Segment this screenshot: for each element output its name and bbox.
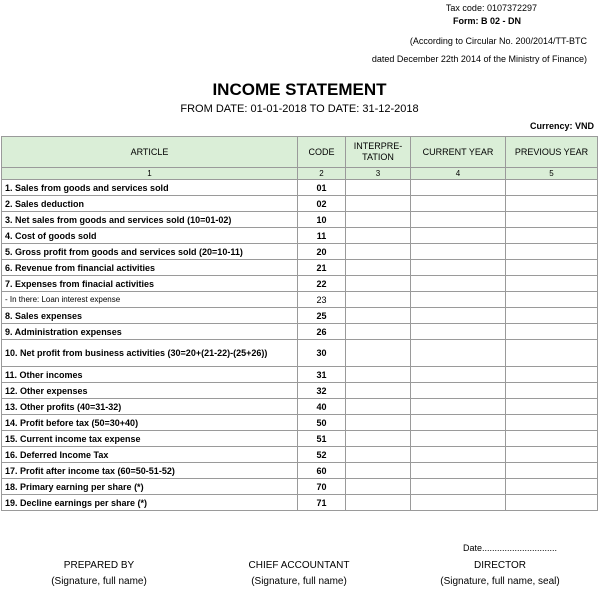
row-article: 17. Profit after income tax (60=50-51-52) — [2, 463, 298, 479]
row-article: 4. Cost of goods sold — [2, 228, 298, 244]
tax-code: Tax code: 0107372297 — [445, 3, 537, 13]
row-article: 14. Profit before tax (50=30+40) — [2, 415, 298, 431]
row-article: 11. Other incomes — [2, 367, 298, 383]
row-current-year-cell[interactable] — [411, 340, 506, 367]
row-previous-year-cell[interactable] — [506, 447, 598, 463]
table-row — [2, 244, 598, 260]
column-index: 2 — [298, 168, 346, 180]
table-row — [2, 228, 598, 244]
row-previous-year-cell[interactable] — [506, 479, 598, 495]
column-index: 3 — [346, 168, 411, 180]
row-code: 50 — [298, 415, 346, 431]
circular-date: dated December 22th 2014 of the Ministry of Finance) — [371, 54, 587, 64]
form-number: Form: B 02 - DN — [452, 16, 521, 26]
table-row — [2, 308, 598, 324]
row-code: 70 — [298, 479, 346, 495]
row-code: 25 — [298, 308, 346, 324]
row-previous-year-cell[interactable] — [506, 367, 598, 383]
row-previous-year-cell[interactable] — [506, 244, 598, 260]
row-code: 21 — [298, 260, 346, 276]
row-interpretation-cell[interactable] — [346, 276, 411, 292]
row-interpretation-cell[interactable] — [346, 415, 411, 431]
row-current-year-cell[interactable] — [411, 463, 506, 479]
row-previous-year-cell[interactable] — [506, 383, 598, 399]
column-index: 1 — [2, 168, 298, 180]
row-code: 22 — [298, 276, 346, 292]
row-interpretation-cell[interactable] — [346, 340, 411, 367]
row-current-year-cell[interactable] — [411, 308, 506, 324]
row-current-year-cell[interactable] — [411, 399, 506, 415]
table-row — [2, 399, 598, 415]
chief-accountant-title: CHIEF ACCOUNTANT — [248, 560, 350, 571]
row-current-year-cell[interactable] — [411, 180, 506, 196]
row-code: 71 — [298, 495, 346, 511]
director-title: DIRECTOR — [473, 560, 527, 571]
row-current-year-cell[interactable] — [411, 324, 506, 340]
row-interpretation-cell[interactable] — [346, 244, 411, 260]
row-article: 12. Other expenses — [2, 383, 298, 399]
row-article: 8. Sales expenses — [2, 308, 298, 324]
row-code: 40 — [298, 399, 346, 415]
row-article: 19. Decline earnings per share (*) — [2, 495, 298, 511]
row-interpretation-cell[interactable] — [346, 431, 411, 447]
row-code: 32 — [298, 383, 346, 399]
row-code: 52 — [298, 447, 346, 463]
table-row — [2, 276, 598, 292]
director-block — [425, 558, 575, 590]
row-article: 13. Other profits (40=31-32) — [2, 399, 298, 415]
row-current-year-cell[interactable] — [411, 383, 506, 399]
row-current-year-cell[interactable] — [411, 212, 506, 228]
row-interpretation-cell[interactable] — [346, 260, 411, 276]
table-row — [2, 292, 598, 308]
row-previous-year-cell[interactable] — [506, 276, 598, 292]
row-article: 15. Current income tax expense — [2, 431, 298, 447]
row-article: 5. Gross profit from goods and services sold (20=10-11) — [2, 244, 298, 260]
row-current-year-cell[interactable] — [411, 196, 506, 212]
prepared-by-title: PREPARED BY — [63, 560, 135, 571]
column-header-code: CODE — [298, 137, 346, 168]
row-current-year-cell[interactable] — [411, 260, 506, 276]
column-header-current-year: CURRENT YEAR — [411, 137, 506, 168]
row-current-year-cell[interactable] — [411, 292, 506, 308]
row-code: 20 — [298, 244, 346, 260]
row-current-year-cell[interactable] — [411, 495, 506, 511]
row-current-year-cell[interactable] — [411, 276, 506, 292]
income-statement-table — [1, 136, 598, 511]
row-current-year-cell[interactable] — [411, 415, 506, 431]
row-code: 01 — [298, 180, 346, 196]
row-interpretation-cell[interactable] — [346, 212, 411, 228]
column-index-row — [2, 168, 598, 180]
director-signature-note: (Signature, full name, seal) — [440, 576, 560, 587]
column-header-previous-year: PREVIOUS YEAR — [506, 137, 598, 168]
row-interpretation-cell[interactable] — [346, 180, 411, 196]
row-interpretation-cell[interactable] — [346, 228, 411, 244]
row-previous-year-cell[interactable] — [506, 431, 598, 447]
row-interpretation-cell[interactable] — [346, 367, 411, 383]
row-interpretation-cell[interactable] — [346, 479, 411, 495]
table-row — [2, 447, 598, 463]
column-header-interpretation: INTERPRE- TATION — [346, 137, 411, 168]
prepared-by-block — [32, 558, 166, 590]
table-row — [2, 431, 598, 447]
table-row — [2, 415, 598, 431]
column-index: 4 — [411, 168, 506, 180]
row-code: 51 — [298, 431, 346, 447]
row-article: - In there: Loan interest expense — [2, 292, 298, 308]
table-row — [2, 324, 598, 340]
row-previous-year-cell[interactable] — [506, 308, 598, 324]
row-current-year-cell[interactable] — [411, 367, 506, 383]
column-header-article: ARTICLE — [2, 137, 298, 168]
table-row — [2, 479, 598, 495]
row-current-year-cell[interactable] — [411, 479, 506, 495]
table-row — [2, 340, 598, 367]
row-previous-year-cell[interactable] — [506, 180, 598, 196]
table-row — [2, 383, 598, 399]
row-previous-year-cell[interactable] — [506, 260, 598, 276]
row-article: 16. Deferred Income Tax — [2, 447, 298, 463]
row-article: 2. Sales deduction — [2, 196, 298, 212]
row-article: 1. Sales from goods and services sold — [2, 180, 298, 196]
prepared-by-signature-note: (Signature, full name) — [51, 576, 147, 587]
chief-accountant-signature-note: (Signature, full name) — [251, 576, 347, 587]
row-previous-year-cell[interactable] — [506, 399, 598, 415]
row-code: 31 — [298, 367, 346, 383]
row-code: 26 — [298, 324, 346, 340]
chief-accountant-block — [232, 558, 366, 590]
row-previous-year-cell[interactable] — [506, 228, 598, 244]
table-row — [2, 367, 598, 383]
row-previous-year-cell[interactable] — [506, 415, 598, 431]
reporting-period: FROM DATE: 01-01-2018 TO DATE: 31-12-2018 — [180, 103, 419, 115]
row-code: 60 — [298, 463, 346, 479]
table-row — [2, 495, 598, 511]
row-previous-year-cell[interactable] — [506, 196, 598, 212]
row-code: 02 — [298, 196, 346, 212]
row-code: 11 — [298, 228, 346, 244]
row-interpretation-cell[interactable] — [346, 196, 411, 212]
row-article: 7. Expenses from finacial activities — [2, 276, 298, 292]
row-article: 3. Net sales from goods and services sold (10=01-02) — [2, 212, 298, 228]
circular-reference: (According to Circular No. 200/2014/TT-BTC — [409, 36, 587, 46]
page-title: INCOME STATEMENT — [212, 80, 387, 99]
row-article: 18. Primary earning per share (*) — [2, 479, 298, 495]
table-row — [2, 180, 598, 196]
row-interpretation-cell[interactable] — [346, 399, 411, 415]
row-current-year-cell[interactable] — [411, 431, 506, 447]
row-article: 10. Net profit from business activities (30=20+(21-22)-(25+26)) — [2, 340, 298, 367]
row-interpretation-cell[interactable] — [346, 383, 411, 399]
row-previous-year-cell[interactable] — [506, 340, 598, 367]
row-previous-year-cell[interactable] — [506, 495, 598, 511]
row-previous-year-cell[interactable] — [506, 292, 598, 308]
row-article: 6. Revenue from financial activities — [2, 260, 298, 276]
table-row — [2, 463, 598, 479]
row-previous-year-cell[interactable] — [506, 212, 598, 228]
row-code: 10 — [298, 212, 346, 228]
column-index: 5 — [506, 168, 598, 180]
signature-date-line: Date.............................. — [462, 543, 557, 553]
row-interpretation-cell[interactable] — [346, 447, 411, 463]
table-row — [2, 196, 598, 212]
row-article: 9. Administration expenses — [2, 324, 298, 340]
row-current-year-cell[interactable] — [411, 228, 506, 244]
currency-label: Currency: VND — [529, 121, 594, 131]
row-interpretation-cell[interactable] — [346, 292, 411, 308]
table-row — [2, 212, 598, 228]
row-interpretation-cell[interactable] — [346, 324, 411, 340]
row-code: 23 — [298, 292, 346, 308]
row-interpretation-cell[interactable] — [346, 495, 411, 511]
table-row — [2, 260, 598, 276]
row-interpretation-cell[interactable] — [346, 463, 411, 479]
row-current-year-cell[interactable] — [411, 447, 506, 463]
row-previous-year-cell[interactable] — [506, 324, 598, 340]
row-code: 30 — [298, 340, 346, 367]
row-current-year-cell[interactable] — [411, 244, 506, 260]
table-header-row — [2, 137, 598, 168]
row-interpretation-cell[interactable] — [346, 308, 411, 324]
row-previous-year-cell[interactable] — [506, 463, 598, 479]
